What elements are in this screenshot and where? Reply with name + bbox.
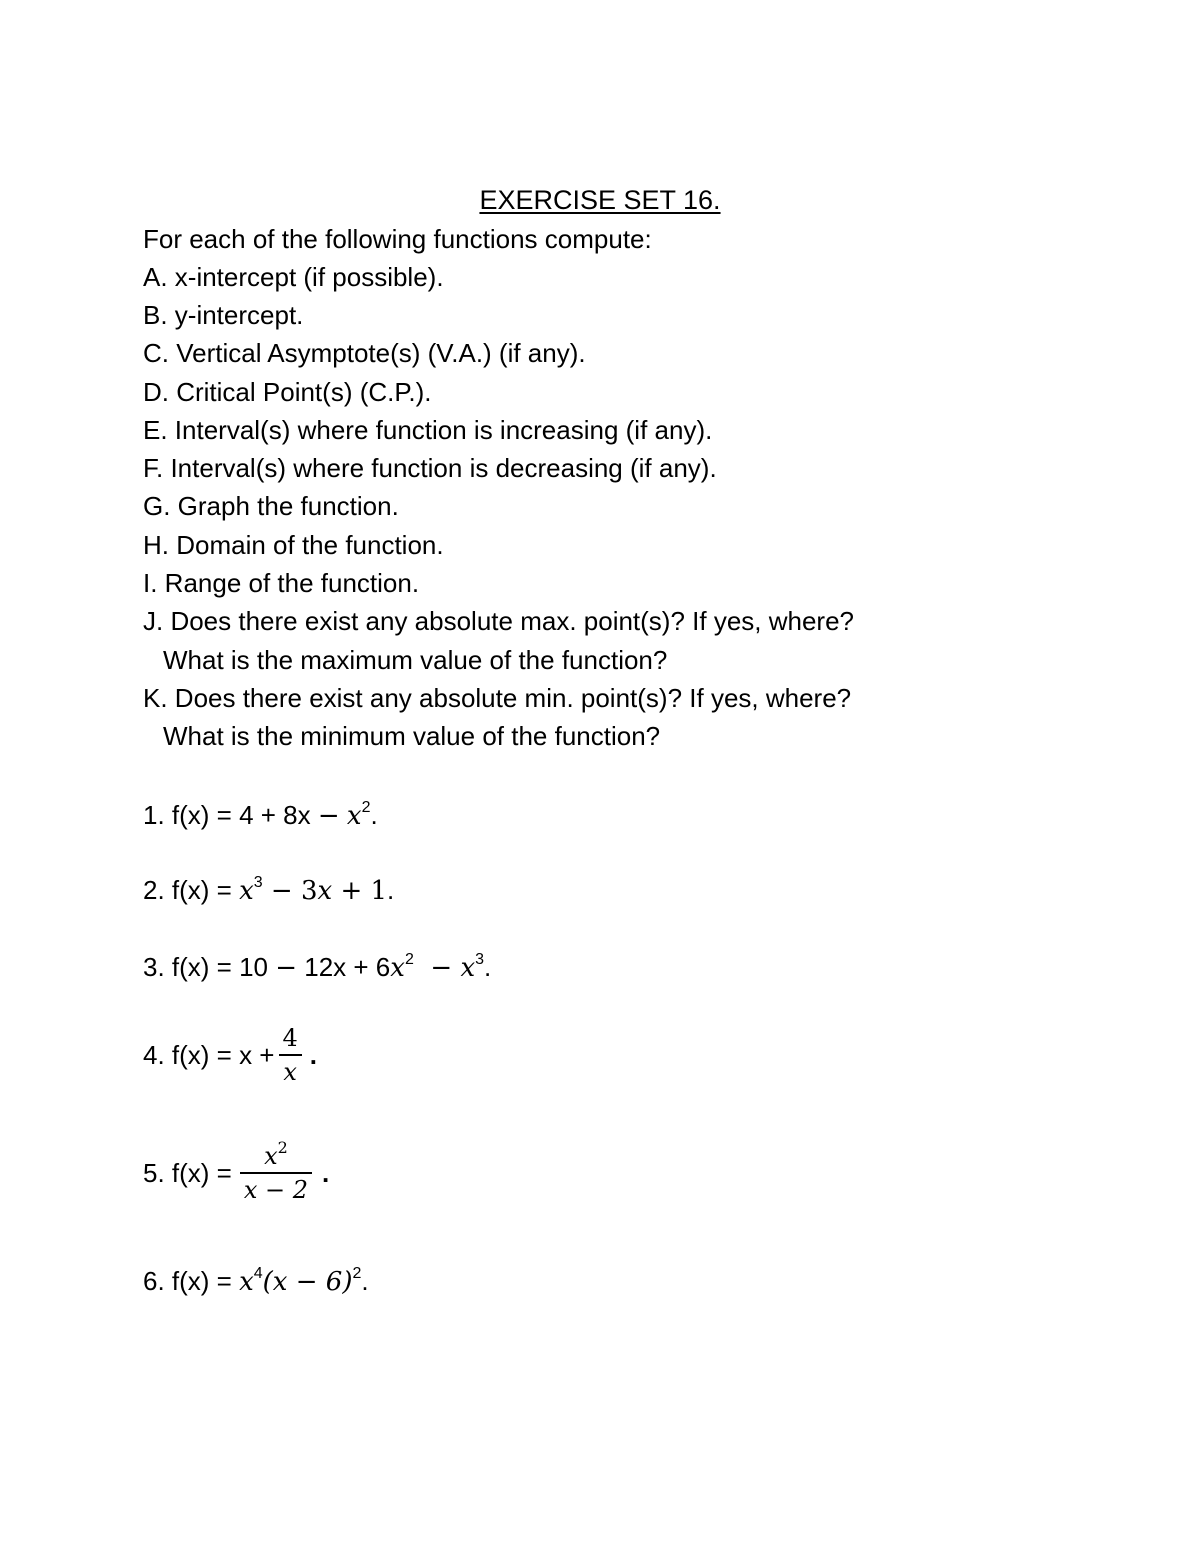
fraction-denominator: x − 2	[243, 1176, 309, 1204]
problem-prefix: 5. f(x) =	[143, 1157, 232, 1188]
fraction	[240, 1140, 312, 1206]
exponent: 2	[361, 799, 371, 817]
problem-prefix: 2. f(x) =	[143, 875, 240, 905]
list-item: I. Range of the function.	[143, 568, 420, 598]
list-item: J. Does there exist any absolute max. point(s)? If yes, where?	[143, 606, 855, 636]
list-item: F. Interval(s) where function is decreasing (if any).	[143, 453, 717, 483]
page-title: EXERCISE SET 16.	[479, 185, 721, 215]
exponent: 2	[352, 1265, 362, 1283]
math-term: + 1	[332, 876, 388, 906]
intro-text: For each of the following functions compute:	[143, 224, 652, 254]
math-term: − 3	[262, 876, 318, 906]
list-item: B. y-intercept.	[143, 300, 304, 330]
list-item: D. Critical Point(s) (C.P.).	[143, 377, 432, 407]
minus-sign: −	[317, 801, 340, 831]
problem-prefix: 1. f(x) = 4 + 8x	[143, 800, 311, 830]
math-variable: x	[264, 1142, 278, 1170]
problem-5	[143, 1140, 329, 1206]
minus-sign: −	[275, 953, 298, 983]
exponent: 2	[404, 951, 414, 969]
math-variable: x	[239, 876, 254, 906]
period: .	[387, 875, 395, 905]
period: .	[370, 800, 378, 830]
exponent: 4	[253, 1265, 263, 1283]
math-variable: x	[390, 953, 405, 983]
fraction-numerator: 4	[282, 1024, 298, 1052]
fraction-numerator	[260, 1140, 292, 1172]
list-item: A. x-intercept (if possible).	[143, 262, 444, 292]
list-item: K. Does there exist any absolute min. point(s)? If yes, where?	[143, 683, 852, 713]
problem-2	[143, 873, 394, 908]
math-variable: x	[346, 801, 362, 831]
math-variable: x	[317, 876, 333, 906]
period: .	[361, 1266, 369, 1296]
math-term: (x − 6)	[262, 1267, 353, 1297]
list-item: C. Vertical Asymptote(s) (V.A.) (if any).	[143, 338, 586, 368]
fraction	[279, 1022, 302, 1088]
list-item-continuation: What is the minimum value of the function?	[163, 721, 661, 751]
problem-4	[143, 1022, 317, 1088]
problem-6	[143, 1264, 369, 1299]
list-item: H. Domain of the function.	[143, 530, 444, 560]
problem-prefix: 4. f(x) = x +	[143, 1039, 275, 1070]
list-item: G. Graph the function.	[143, 491, 399, 521]
math-term: 12x + 6	[297, 952, 391, 982]
period: .	[322, 1157, 330, 1188]
problem-prefix: 3. f(x) = 10	[143, 952, 276, 982]
exponent: 2	[277, 1138, 288, 1157]
period: .	[484, 952, 492, 982]
problem-prefix: 6. f(x) =	[143, 1266, 240, 1296]
list-item: E. Interval(s) where function is increasing (if any).	[143, 415, 713, 445]
math-variable: x	[239, 1267, 254, 1297]
exponent: 3	[475, 951, 485, 969]
list-item-continuation: What is the maximum value of the function?	[163, 645, 668, 675]
problem-3	[143, 950, 491, 985]
math-variable: x	[460, 953, 476, 983]
exponent: 3	[253, 874, 263, 892]
problem-1	[143, 798, 378, 833]
fraction-denominator: x	[283, 1058, 297, 1086]
minus-sign: −	[413, 953, 461, 983]
period: .	[309, 1039, 318, 1070]
